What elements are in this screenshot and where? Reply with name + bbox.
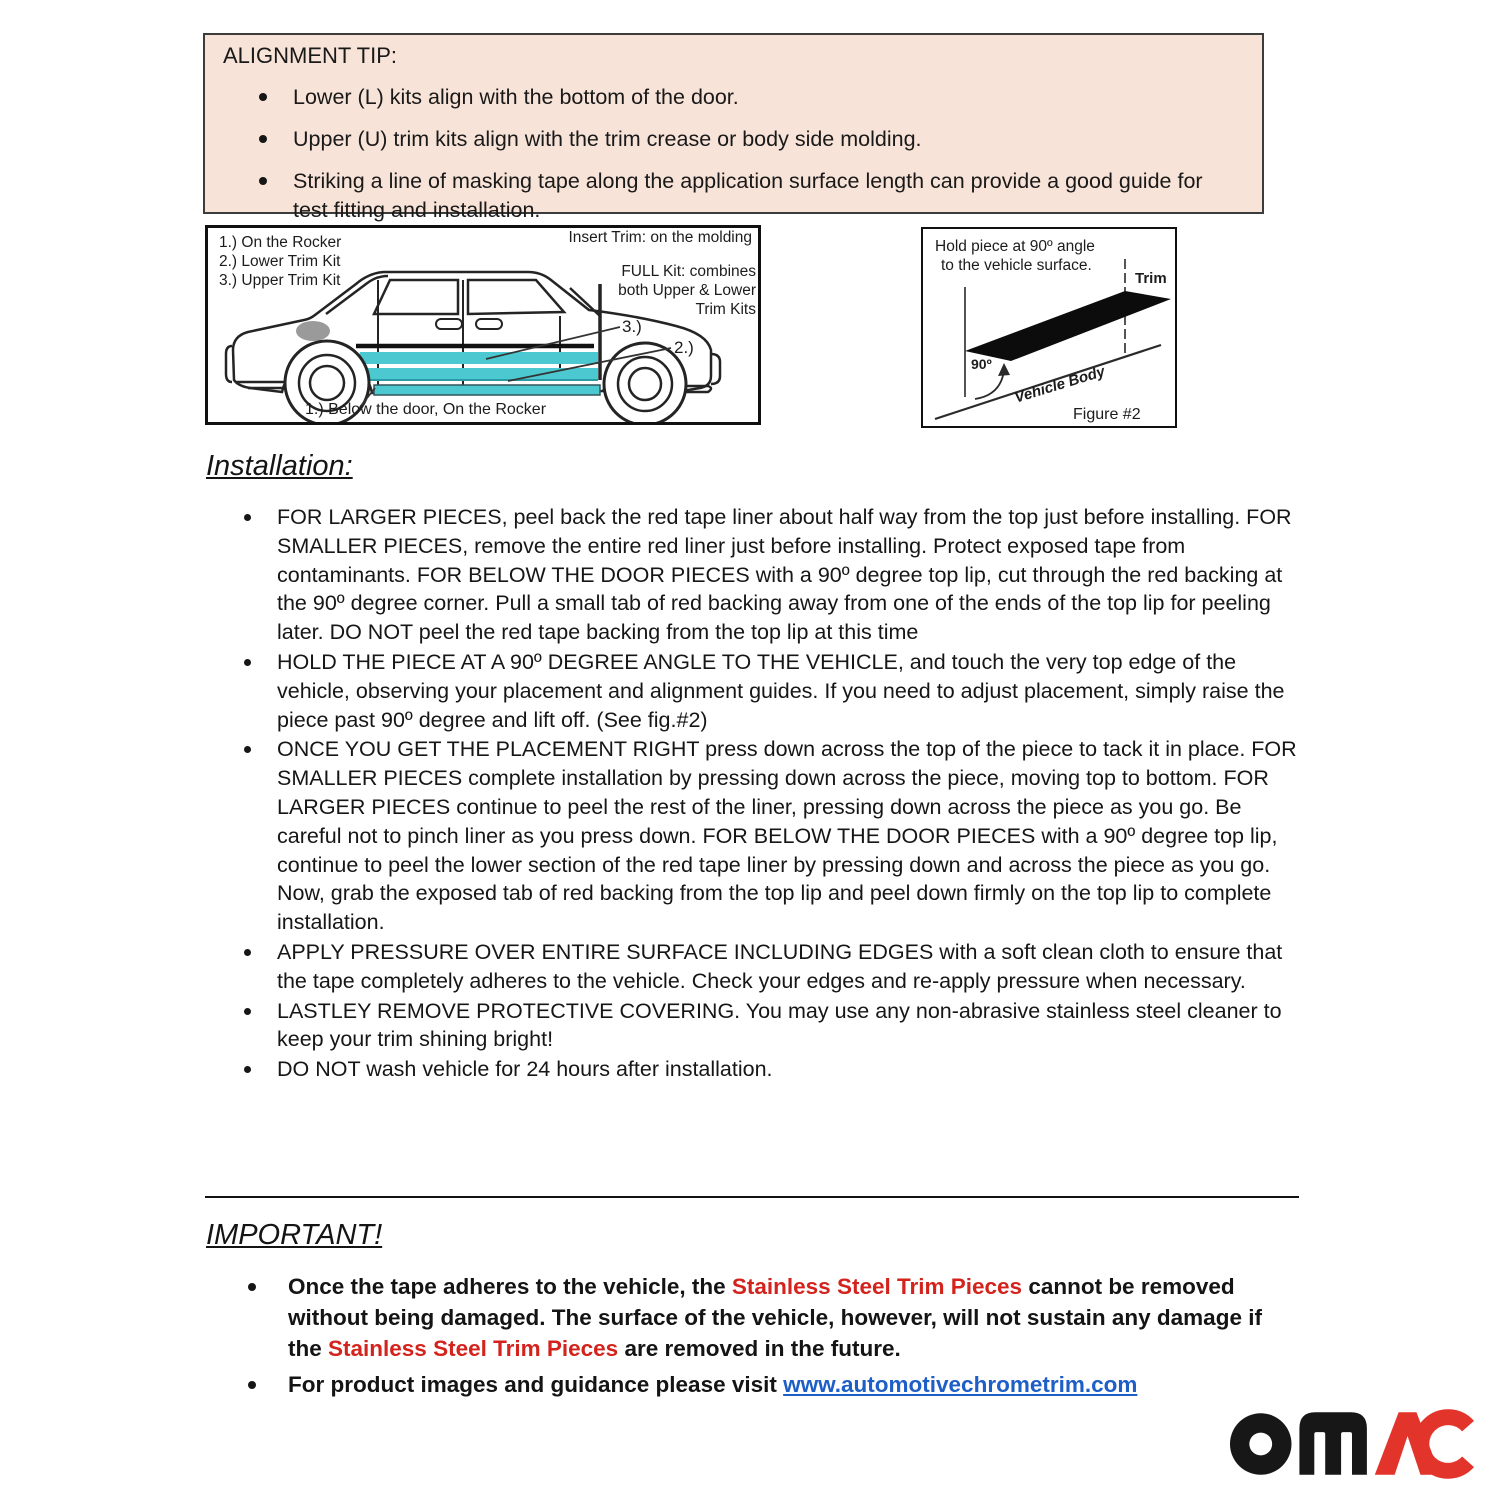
installation-heading: Installation: xyxy=(206,450,353,482)
tip-text: Upper (U) trim kits align with the trim crease or body side molding. xyxy=(293,127,922,151)
important-note xyxy=(288,1271,1301,1364)
important-heading: IMPORTANT! xyxy=(206,1219,383,1251)
fig2-caption-line2: to the vehicle surface. xyxy=(941,257,1092,274)
trim-label: Trim xyxy=(1135,270,1167,287)
step-text: LASTLEY REMOVE PROTECTIVE COVERING. You may use any non-abrasive stainless steel cleaner to keep your trim shining bright! xyxy=(277,998,1282,1052)
bullet-icon xyxy=(244,949,251,956)
step-text: ONCE YOU GET THE PLACEMENT RIGHT press down across the top of the piece to tack it in place. FOR SMALLER PIECES complete installation by pressing down across the piece, moving top to bottom. FOR LARGER PIECES continue to peel the rest of the liner, pressing down across the piece as you go. Be careful not to pinch liner as you press down. FOR BELOW THE DOOR PIECES with a 90º degree top lip, continue to peel the lower section of the red tape liner by pressing down and across the piece as you go. Now, grab the exposed tab of red backing from the top lip and peel down firmly on the top lip to complete installation. xyxy=(277,737,1297,935)
trim-stripes xyxy=(356,352,600,395)
logo-letter-c xyxy=(1421,1417,1468,1471)
note-text: cannot be removed without being damaged. The surface of the vehicle, however, will not sustain any damage if the xyxy=(288,1274,1262,1361)
car-diagram-drawing xyxy=(208,228,758,422)
installation-step xyxy=(277,503,1298,647)
legend-upper: 3.) Upper Trim Kit xyxy=(219,272,341,289)
important-note xyxy=(288,1369,1301,1400)
alignment-tip-title: ALIGNMENT TIP: xyxy=(223,43,398,68)
full-kit-line2: both Upper & Lower xyxy=(618,282,756,299)
installation-step xyxy=(277,648,1298,734)
step-text: FOR LARGER PIECES, peel back the red tape liner about half way from the top just before installing. FOR SMALLER PIECES, remove the entire red liner just before installing. Protect exposed tape from contaminants. FOR BELOW THE DOOR PIECES with a 90º degree top lip, cut through the red backing at the 90º degree corner. Pull a small tab of red backing away from one of the ends of the top lip for peeling later. DO NOT peel the red tape backing from the top lip at this time xyxy=(277,505,1292,645)
note-text: For product images and guidance please visit xyxy=(288,1372,784,1397)
arrowhead xyxy=(998,363,1010,376)
note-text: are removed in the future. xyxy=(618,1336,901,1361)
bullet-icon xyxy=(244,659,251,666)
car-trim-diagram xyxy=(205,225,761,425)
fig2-caption-line1: Hold piece at 90º angle xyxy=(935,238,1095,255)
vehicle-body-label: Vehicle Body xyxy=(1012,362,1108,407)
omac-logo xyxy=(1228,1406,1476,1480)
installation-steps-list xyxy=(206,503,1298,1085)
section-divider xyxy=(205,1196,1299,1198)
list-item xyxy=(293,167,1234,225)
insert-trim-label: Insert Trim: on the molding xyxy=(568,229,752,246)
highlighted-product-name: Stainless Steel Trim Pieces xyxy=(731,1274,1023,1299)
bullet-icon xyxy=(259,135,267,143)
legend-lower: 2.) Lower Trim Kit xyxy=(219,253,341,270)
alignment-tip-list xyxy=(205,83,1262,238)
installation-step xyxy=(277,735,1298,937)
omac-logo-drawing xyxy=(1228,1406,1476,1480)
tip-text: Lower (L) kits align with the bottom of the door. xyxy=(293,85,739,109)
bullet-icon xyxy=(244,1066,251,1073)
bullet-icon xyxy=(248,1283,256,1291)
installation-step xyxy=(277,1055,1298,1084)
highlighted-product-name: Stainless Steel Trim Pieces xyxy=(328,1336,619,1361)
bullet-icon xyxy=(248,1381,256,1389)
bullet-icon xyxy=(244,746,251,753)
step-text: HOLD THE PIECE AT A 90º DEGREE ANGLE TO THE VEHICLE, and touch the very top edge of the vehicle, observing your placement and alignment guides. If you need to adjust placement, simply raise the piece past 90º degree and lift off. (See fig.#2) xyxy=(277,649,1285,732)
figure-number-label: Figure #2 xyxy=(1073,406,1141,423)
bullet-icon xyxy=(244,514,251,521)
bullet-icon xyxy=(259,177,267,185)
figure2-drawing xyxy=(923,229,1175,426)
callout-3: 3.) xyxy=(622,317,642,336)
list-item xyxy=(293,83,1234,112)
callout-1: 1.) Below the door, On the Rocker xyxy=(305,401,547,418)
step-text: APPLY PRESSURE OVER ENTIRE SURFACE INCLUDING EDGES with a soft clean cloth to ensure that the tape completely adheres to the vehicle. Check your edges and re-apply pressure when necessary. xyxy=(277,939,1283,993)
figure2-box xyxy=(921,227,1177,428)
fender-marker xyxy=(296,321,330,341)
bullet-icon xyxy=(259,93,267,101)
website-link[interactable]: www.automotivechrometrim.com xyxy=(783,1372,1138,1397)
full-kit-line1: FULL Kit: combines xyxy=(621,263,756,280)
installation-step xyxy=(277,938,1298,996)
legend-rocker: 1.) On the Rocker xyxy=(219,234,342,251)
installation-step xyxy=(277,997,1298,1055)
tip-text: Striking a line of masking tape along the application surface length can provide a good guide for test fitting and installation. xyxy=(293,169,1203,222)
alignment-tip-box xyxy=(203,33,1264,222)
important-notes-list xyxy=(206,1271,1301,1405)
logo-letter-o xyxy=(1230,1413,1292,1475)
trim-piece xyxy=(965,291,1171,361)
full-kit-line3: Trim Kits xyxy=(695,301,756,318)
list-item xyxy=(293,125,1234,154)
note-text: Once the tape adheres to the vehicle, the xyxy=(288,1274,732,1299)
logo-letter-m xyxy=(1299,1412,1366,1474)
callout-2: 2.) xyxy=(674,338,694,357)
step-text: DO NOT wash vehicle for 24 hours after installation. xyxy=(277,1057,773,1082)
bullet-icon xyxy=(244,1008,251,1015)
angle-label: 90º xyxy=(971,356,992,372)
